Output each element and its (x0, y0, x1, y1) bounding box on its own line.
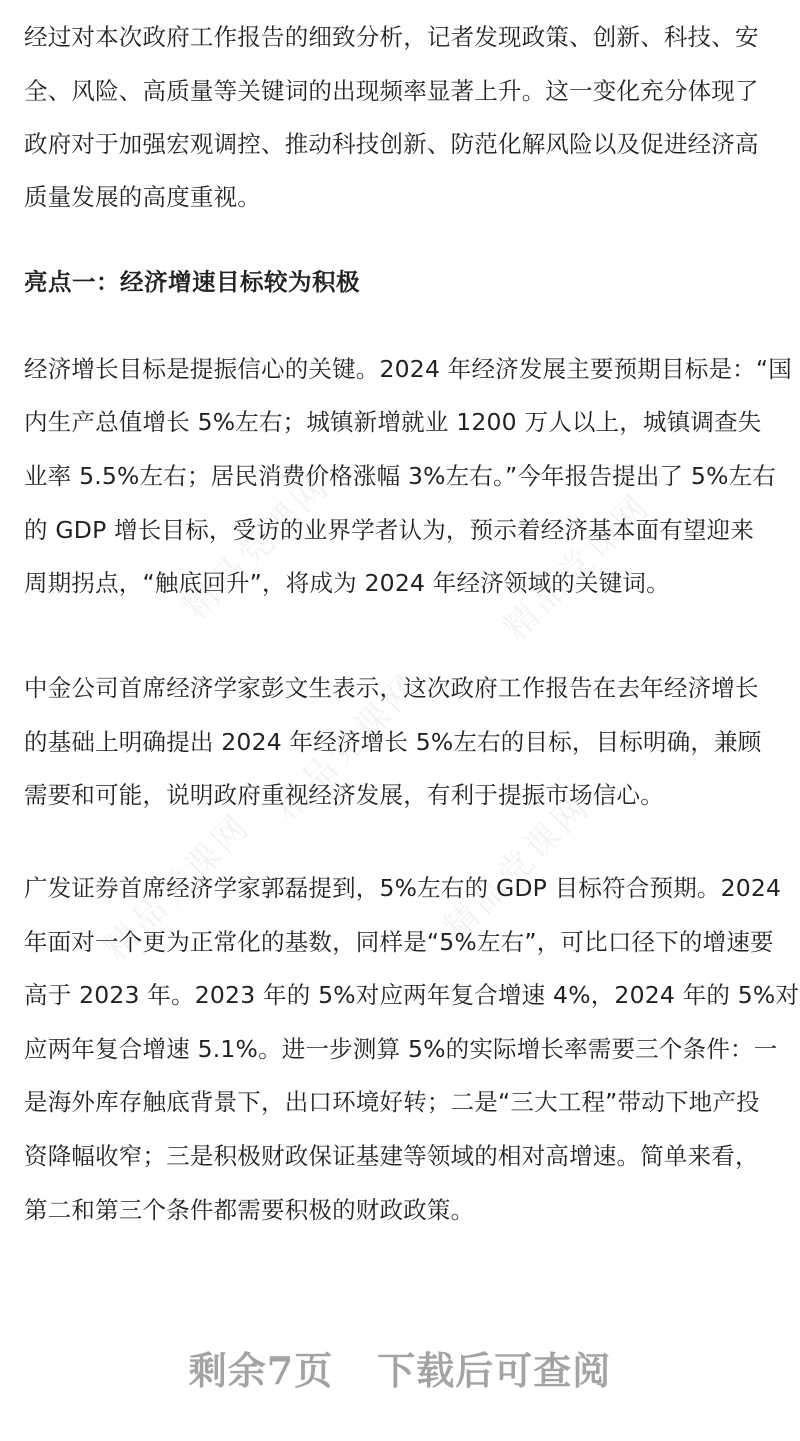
text-line: 业率 5.5%左右；居民消费价格涨幅 3%左右。”今年报告提出了 5%左右 (24, 462, 776, 490)
text-line: 周期拐点，“触底回升”，将成为 2024 年经济领域的关键词。 (24, 569, 670, 597)
watermark: 精品党课网 (96, 805, 259, 969)
text-line: 内生产总值增长 5%左右；城镇新增就业 1200 万人以上，城镇调查失 (24, 408, 762, 436)
text-line: 应两年复合增速 5.1%。进一步测算 5%的实际增长率需要三个条件：一 (24, 1035, 778, 1063)
text-line: 全、风险、高质量等关键词的出现频率显著上升。这一变化充分体现了 (24, 77, 759, 105)
text-line: 广发证券首席经济学家郭磊提到，5%左右的 GDP 目标符合预期。2024 (24, 874, 782, 902)
text-line: 的基础上明确提出 2024 年经济增长 5%左右的目标，目标明确，兼顾 (24, 728, 762, 756)
text-line: 的 GDP 增长目标，受访的业界学者认为，预示着经济基本面有望迎来 (24, 516, 755, 544)
text-line: 政府对于加强宏观调控、推动科技创新、防范化解风险以及促进经济高 (24, 130, 759, 158)
watermark: 精品党课网 (266, 665, 429, 829)
text-line: 资降幅收窄；三是积极财政保证基建等领域的相对高增速。简单来看， (24, 1142, 759, 1170)
watermark: 精品党课网 (436, 785, 599, 949)
download-label[interactable]: 下载后可查阅 (377, 1348, 612, 1393)
text-line: 需要和可能，说明政府重视经济发展，有利于提振市场信心。 (24, 781, 664, 809)
watermark: 精品党课网 (176, 465, 339, 629)
text-line: 高于 2023 年。2023 年的 5%对应两年复合增速 4%，2024 年的 5%对 (24, 981, 800, 1009)
download-prompt-banner[interactable] (0, 1340, 800, 1395)
remaining-pages-label: 剩余7页 (188, 1348, 334, 1393)
text-line: 质量发展的高度重视。 (24, 183, 261, 211)
text-line: 经过对本次政府工作报告的细致分析，记者发现政策、创新、科技、安 (24, 23, 759, 51)
text-line: 年面对一个更为正常化的基数，同样是“5%左右”，可比口径下的增速要 (24, 928, 774, 956)
text-line: 经济增长目标是提振信心的关键。2024 年经济发展主要预期目标是：“国 (24, 355, 792, 383)
text-line: 第二和第三个条件都需要积极的财政政策。 (24, 1196, 475, 1224)
heading-text: 亮点一：经济增速目标较为积极 (24, 268, 360, 296)
text-line: 中金公司首席经济学家彭文生表示，这次政府工作报告在去年经济增长 (24, 674, 759, 702)
text-line: 是海外库存触底背景下，出口环境好转；二是“三大工程”带动下地产投 (24, 1088, 760, 1116)
watermark: 精品党课网 (496, 485, 659, 649)
